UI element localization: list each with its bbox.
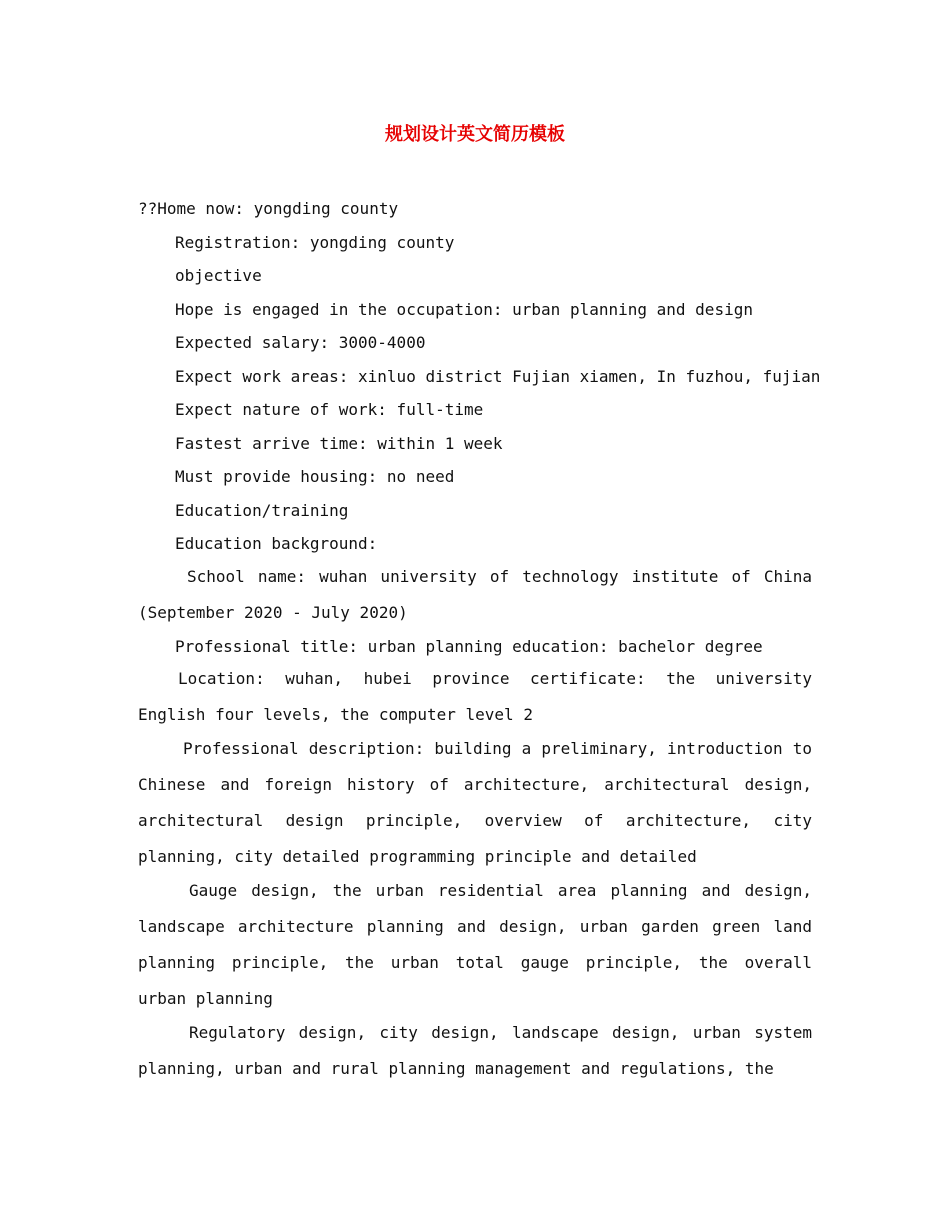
registration-line: Registration: yongding county [175, 232, 455, 252]
professional-title-line: Professional title: urban planning education: bachelor degree [175, 636, 763, 656]
regulatory-paragraph: Regulatory design, city design, landscape design, urban system planning, urban and rural planning management and regulations, the [138, 1023, 812, 1078]
location-paragraph: Location: wuhan, hubei province certificate: the university English four levels, the computer level 2 [138, 669, 812, 724]
education-training-heading: Education/training [175, 500, 349, 520]
occupation-line: Hope is engaged in the occupation: urban planning and design [175, 299, 753, 319]
document-title: 规划设计英文简历模板 [385, 124, 565, 145]
education-background-heading: Education background: [175, 534, 378, 553]
work-areas-line: Expect work areas: xinluo district Fujian xiamen, In fuzhou, fujian [175, 366, 821, 386]
salary-line: Expected salary: 3000-4000 [175, 333, 426, 352]
school-paragraph: School name: wuhan university of technology institute of China (September 2020 - July 2020) [138, 566, 812, 622]
gauge-paragraph: Gauge design, the urban residential area planning and design, landscape architecture planning and design, urban garden green land planning principle, the urban total gauge principle, the overall urban planning [138, 881, 812, 1008]
home-line: ??Home now: yongding county [138, 199, 399, 218]
arrive-time-line: Fastest arrive time: within 1 week [175, 433, 503, 453]
work-nature-line: Expect nature of work: full-time [175, 400, 484, 419]
housing-line: Must provide housing: no need [175, 467, 455, 486]
description-paragraph: Professional description: building a preliminary, introduction to Chinese and foreign history of architecture, architectural design, architectural design principle, overview of architecture, city planning, city detailed programming principle and detailed [138, 739, 812, 866]
objective-heading: objective [175, 266, 262, 285]
document-body [138, 192, 821, 1086]
